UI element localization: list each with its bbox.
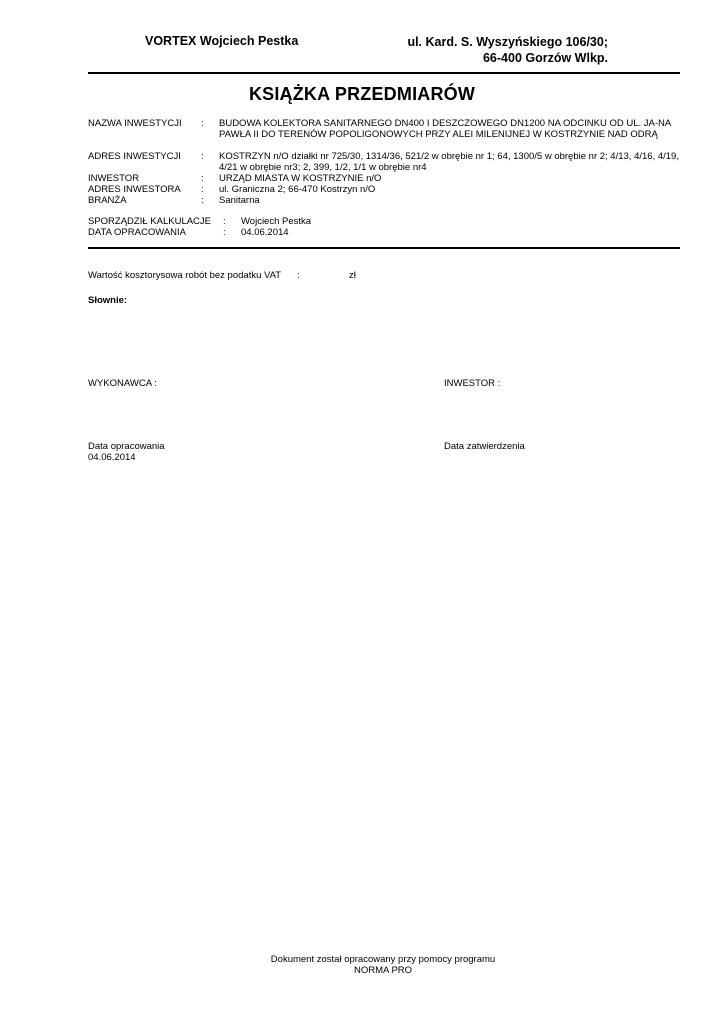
field-value: ul. Graniczna 2; 66-470 Kostrzyn n/O (219, 184, 376, 195)
field-adres-inwestycji (88, 151, 680, 173)
bottom-divider (88, 247, 680, 249)
field-colon: : (201, 195, 204, 206)
company-name: VORTEX Wojciech Pestka (145, 34, 299, 48)
field-nazwa-inwestycji (88, 118, 680, 151)
field-colon: : (223, 227, 226, 238)
field-adres-inwestora (88, 184, 680, 195)
field-value: URZĄD MIASTA W KOSTRZYNIE n/O (219, 173, 382, 184)
data-opracowania-label: Data opracowania (88, 441, 165, 452)
data-opracowania-value: 04.06.2014 (88, 452, 136, 463)
footer-line-2: NORMA PRO (353, 965, 413, 976)
address-line-1: ul. Kard. S. Wyszyńskiego 106/30; (407, 35, 608, 49)
data-zatwierdzenia-label: Data zatwierdzenia (444, 441, 525, 452)
field-colon: : (201, 184, 204, 195)
field-colon: : (223, 216, 226, 227)
top-divider (88, 72, 680, 74)
field-value: 04.06.2014 (241, 227, 289, 238)
field-label: SPORZĄDZIŁ KALKULACJE (88, 216, 212, 227)
field-label: DATA OPRACOWANIA (88, 227, 187, 238)
inwestor-label: INWESTOR : (444, 378, 501, 389)
field-label: ADRES INWESTYCJI (88, 151, 181, 162)
field-label: BRANŻA (88, 195, 127, 206)
field-sporzadzil (88, 216, 680, 227)
field-colon: : (201, 151, 204, 162)
cost-label: Wartość kosztorysowa robót bez podatku VAT (88, 270, 282, 281)
cost-colon: : (297, 270, 300, 281)
footer-line-1: Dokument został opracowany przy pomocy programu (270, 954, 496, 965)
company-address (348, 34, 608, 66)
field-label: ADRES INWESTORA (88, 184, 181, 195)
field-value: BUDOWA KOLEKTORA SANITARNEGO DN400 I DESZCZOWEGO DN1200 NA ODCINKU OD UL. JA-NA PAWŁA II DO TERENÓW POPOLIGONOWYCH PRZY ALEI MILENIJNEJ W KOSTRZYNIE NAD ODRĄ (219, 118, 671, 140)
field-label: NAZWA INWESTYCJI (88, 118, 182, 129)
field-branza (88, 195, 680, 206)
address-line-2: 66-400 Gorzów Wlkp. (482, 51, 608, 65)
field-value: Wojciech Pestka (241, 216, 312, 227)
field-colon: : (201, 173, 204, 184)
field-value: KOSTRZYN n/O działki nr 725/30, 1314/36, 521/2 w obrębie nr 1; 64, 1300/5 w obrębie nr 2; 4/13, 4/16, 4/19, 4/21 w obrębie nr3; 2, 399, 1/2, 1/1 w obrębie nr4 (219, 151, 679, 173)
wykonawca-label: WYKONAWCA : (88, 378, 157, 389)
cost-currency: zł (349, 270, 356, 281)
slownie-label: Słownie: (88, 295, 128, 306)
document-title: KSIĄŻKA PRZEDMIARÓW (248, 84, 476, 104)
field-label: INWESTOR (88, 173, 140, 184)
field-inwestor (88, 173, 680, 184)
field-value: Sanitarna (219, 195, 260, 206)
field-colon: : (201, 118, 204, 129)
field-data-opracowania (88, 227, 680, 238)
